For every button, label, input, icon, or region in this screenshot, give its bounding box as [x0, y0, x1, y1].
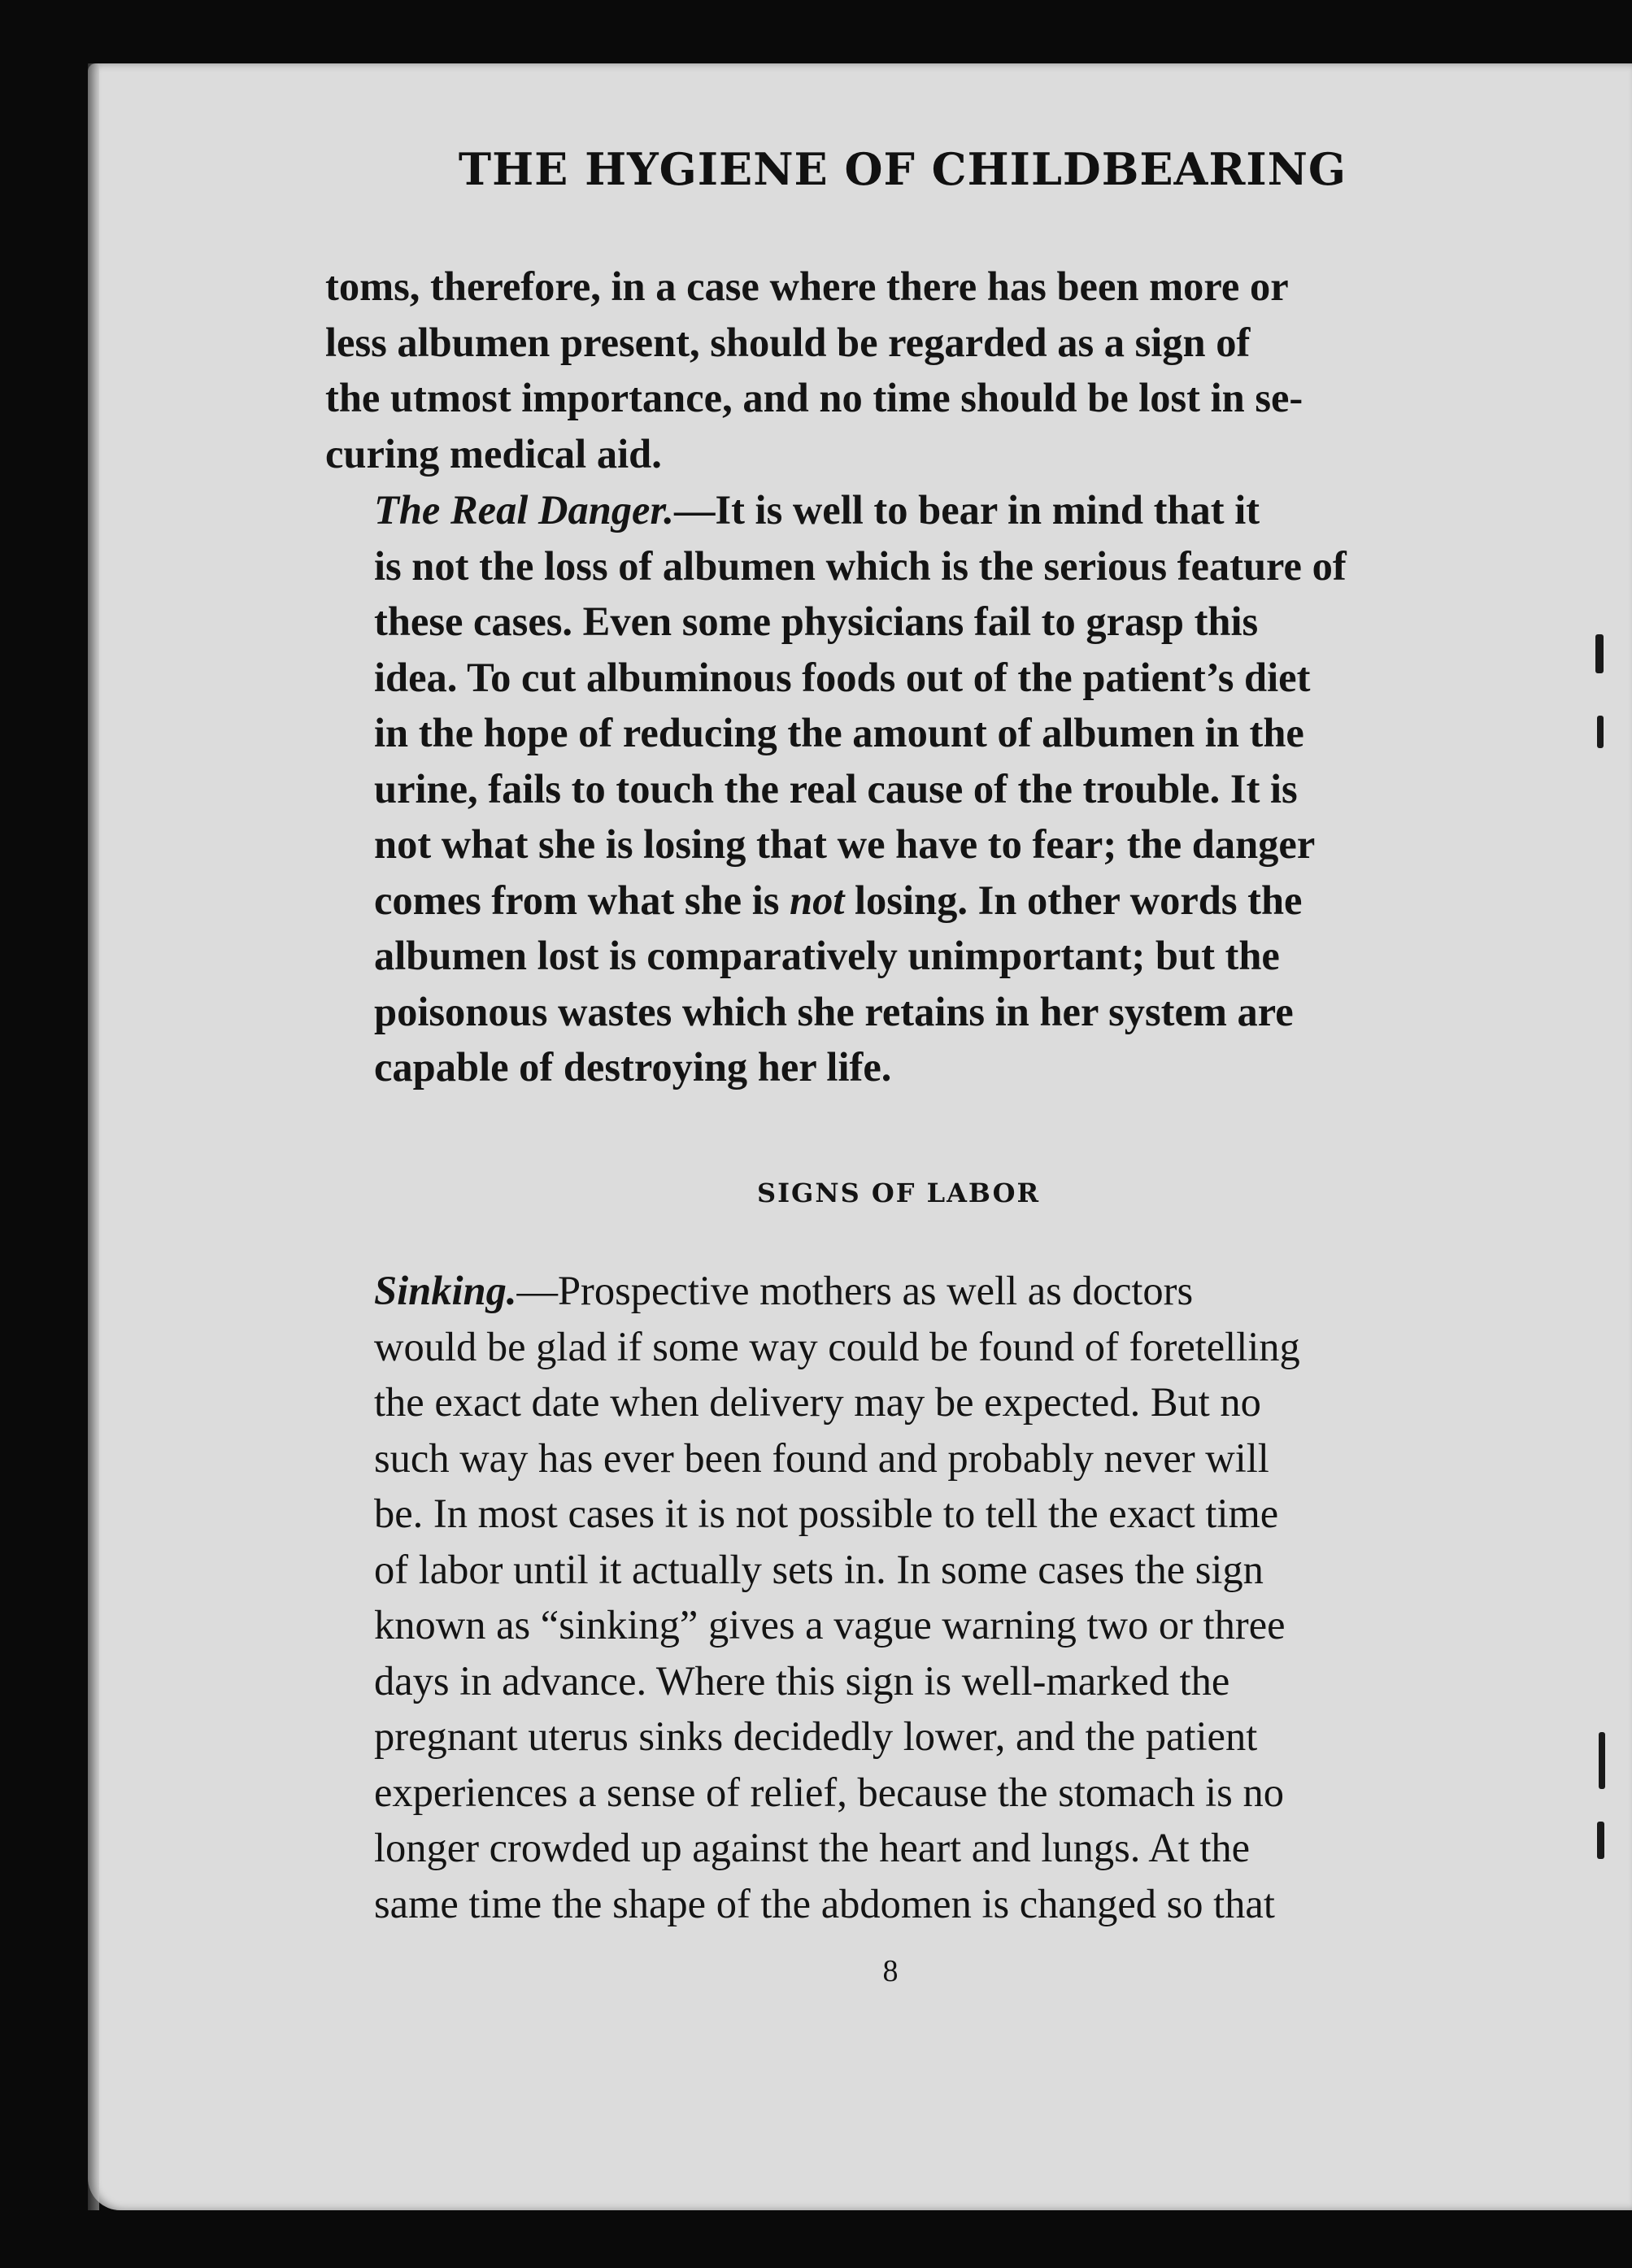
text-fragment: —Prospective mothers as well as doctors: [516, 1268, 1194, 1313]
paragraph-real-danger: [325, 482, 1472, 1095]
section-heading: SIGNS OF LABOR: [756, 1178, 1041, 1208]
page-number: 8: [882, 1954, 899, 1988]
text-line: the exact date when delivery may be expected. But no: [374, 1379, 1261, 1425]
run-in-heading: The Real Danger.: [374, 487, 674, 533]
text-line: these cases. Even some physicians fail to grasp this: [374, 599, 1259, 644]
text-line: urine, fails to touch the real cause of the trouble. It is: [374, 765, 1298, 812]
text-line: less albumen present, should be regarded as a sign of: [325, 319, 1251, 365]
text-line: such way has ever been found and probably never will: [374, 1434, 1269, 1481]
text-line: curing medical aid.: [325, 430, 662, 477]
text-line: toms, therefore, in a case where there has been more or: [325, 263, 1289, 309]
text-line: same time the shape of the abdomen is changed so that: [374, 1880, 1275, 1926]
text-line: poisonous wastes which she retains in her system are: [374, 988, 1294, 1034]
text-line: capable of destroying her life.: [374, 1044, 892, 1090]
paragraph-continuation: [325, 259, 1472, 481]
text-line: days in advance. Where this sign is well-marked the: [374, 1657, 1230, 1704]
text-line: albumen lost is comparatively unimportant; but the: [374, 933, 1280, 978]
text-line: [325, 873, 1472, 929]
text-line: is not the loss of albumen which is the serious feature of: [374, 542, 1347, 589]
text-line: the utmost importance, and no time should be lost in se-: [325, 375, 1303, 420]
text-fragment: comes from what she is: [374, 877, 790, 923]
margin-mark: [1595, 634, 1604, 673]
text-line: would be glad if some way could be found of foretelling: [374, 1323, 1300, 1369]
run-in-heading: Sinking.: [374, 1268, 517, 1313]
margin-mark: [1597, 1822, 1604, 1859]
text-line: be. In most cases it is not possible to tell the exact time: [374, 1491, 1279, 1536]
text-line: not what she is losing that we have to fear; the danger: [374, 821, 1316, 867]
text-line: [325, 1263, 1472, 1319]
text-line: in the hope of reducing the amount of albumen in the: [374, 710, 1304, 755]
text-line: longer crowded up against the heart and lungs. At the: [374, 1825, 1251, 1870]
text-fragment: —It is well to bear in mind that it: [673, 487, 1260, 533]
running-head: THE HYGIENE OF CHILDBEARING: [458, 143, 1347, 195]
margin-mark: [1597, 716, 1604, 748]
text-line: idea. To cut albuminous foods out of the patient’s diet: [374, 654, 1311, 700]
text-fragment: losing. In other words the: [844, 877, 1303, 923]
page-gutter-shadow: [88, 63, 99, 2210]
text-line: pregnant uterus sinks decidedly lower, and the patient: [374, 1713, 1258, 1759]
text-line: [325, 482, 1472, 538]
text-line: of labor until it actually sets in. In some cases the sign: [374, 1546, 1264, 1592]
paragraph-sinking: [325, 1263, 1472, 1931]
emphasis: not: [790, 877, 845, 923]
margin-mark: [1599, 1732, 1605, 1789]
text-line: known as “sinking” gives a vague warning two or three: [374, 1602, 1286, 1648]
text-line: experiences a sense of relief, because the stomach is no: [374, 1769, 1284, 1815]
